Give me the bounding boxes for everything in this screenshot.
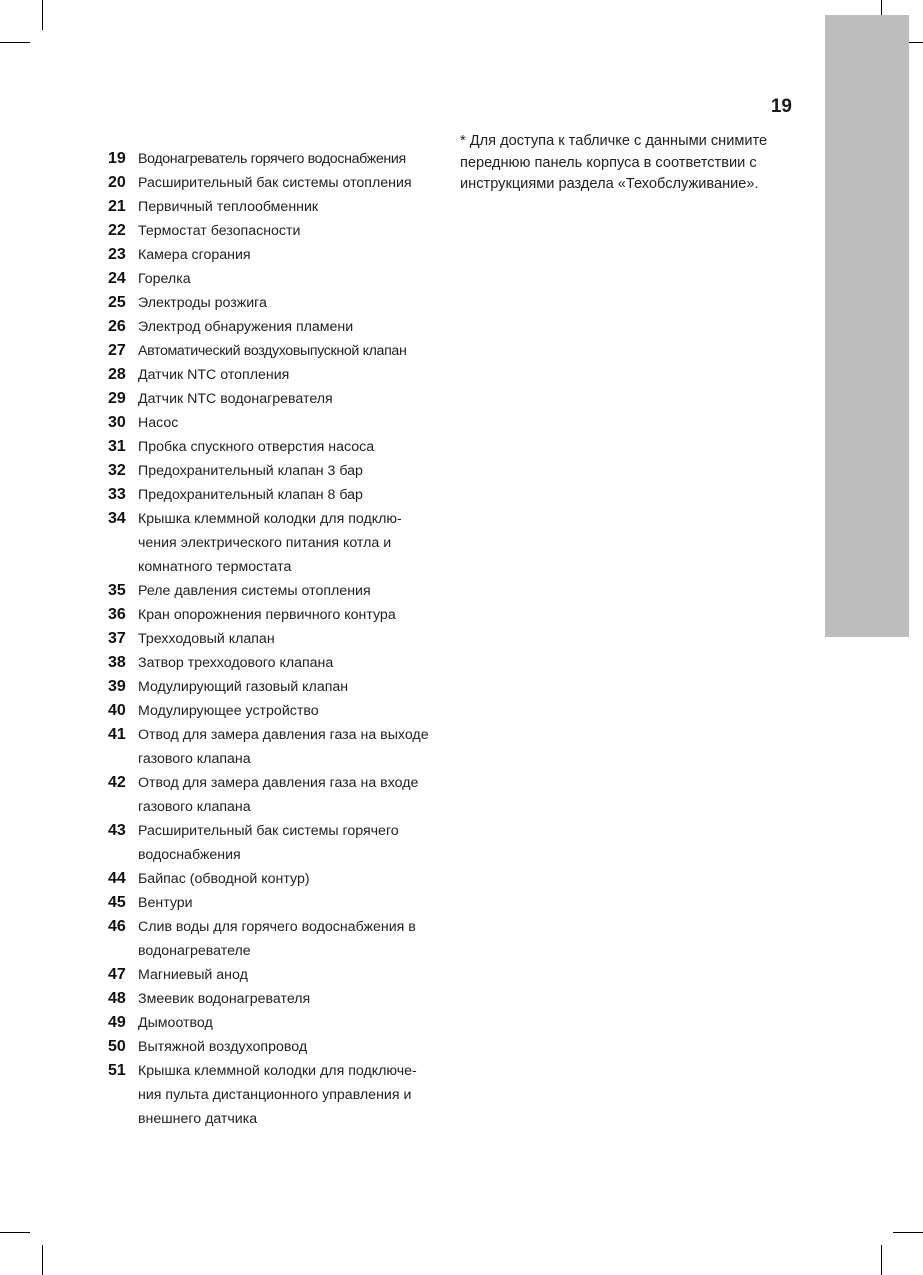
legend-text (138, 195, 318, 219)
footnote (460, 131, 792, 196)
legend-text-line: Насос (138, 415, 179, 431)
legend-number: 36 (108, 606, 126, 623)
legend-text-line: Отвод для замера давления газа на выходе (138, 727, 429, 743)
legend-number: 43 (108, 822, 126, 839)
legend-item (108, 1011, 448, 1035)
legend-text (138, 435, 374, 459)
legend-number: 30 (108, 414, 126, 431)
legend-number: 32 (108, 462, 126, 479)
legend-text (138, 987, 310, 1011)
legend-text-line: Крышка клеммной колодки для подклю- (138, 511, 402, 527)
legend-number: 24 (108, 270, 126, 287)
legend-text-line: Термостат безопасности (138, 223, 301, 239)
legend-text (138, 891, 193, 915)
legend-text-line: Пробка спускного отверстия насоса (138, 439, 375, 455)
legend-text (138, 147, 406, 171)
legend-item (108, 603, 448, 627)
legend-item (108, 171, 448, 195)
legend-text-line: Вытяжной воздухопровод (138, 1039, 308, 1055)
legend-number: 49 (108, 1014, 126, 1031)
footnote-line: инструкциями раздела «Техобслуживание». (460, 176, 759, 192)
legend-text-line: внешнего датчика (138, 1111, 258, 1127)
crop-mark (0, 1232, 30, 1233)
legend-number: 39 (108, 678, 126, 695)
legend-text-line: Электрод обнаружения пламени (138, 319, 354, 335)
legend-number: 28 (108, 366, 126, 383)
legend-item (108, 819, 448, 867)
legend-item (108, 507, 448, 579)
legend-text-line: Слив воды для горячего водоснабжения в (138, 919, 416, 935)
legend-text-line: Отвод для замера давления газа на входе (138, 775, 419, 791)
legend-text-line: Затвор трехходового клапана (138, 655, 334, 671)
legend-text-line: Датчик NTC отопления (138, 367, 290, 383)
legend-item (108, 867, 448, 891)
legend-text-line: Крышка клеммной колодки для подключе- (138, 1063, 417, 1079)
legend-number: 25 (108, 294, 126, 311)
legend-item (108, 243, 448, 267)
legend-number: 29 (108, 390, 126, 407)
legend-text (138, 1011, 213, 1035)
section-side-tab (825, 15, 909, 637)
legend-text-line: Байпас (обводной контур) (138, 871, 310, 887)
legend-text (138, 651, 333, 675)
legend-text (138, 699, 319, 723)
legend-text (138, 411, 178, 435)
legend-item (108, 651, 448, 675)
legend-text (138, 483, 363, 507)
legend-item (108, 579, 448, 603)
legend-number: 41 (108, 726, 126, 743)
legend-text (138, 627, 275, 651)
legend-text-line: газового клапана (138, 799, 251, 815)
legend-text (138, 579, 371, 603)
legend-text-line: Расширительный бак системы горячего (138, 823, 399, 839)
legend-text (138, 603, 396, 627)
legend-item (108, 195, 448, 219)
legend-text-line: Водонагреватель горячего водоснабжения (138, 151, 406, 167)
legend-text (138, 291, 267, 315)
legend-text-line: Магниевый анод (138, 967, 248, 983)
legend-number: 38 (108, 654, 126, 671)
legend-number: 40 (108, 702, 126, 719)
legend-number: 31 (108, 438, 126, 455)
legend-text-line: Предохранительный клапан 8 бар (138, 487, 363, 503)
legend-item (108, 315, 448, 339)
legend-text (138, 819, 399, 867)
legend-item (108, 483, 448, 507)
legend-item (108, 987, 448, 1011)
legend-text-line: Автоматический воздуховыпускной клапан (138, 343, 407, 359)
legend-text-line: Расширительный бак системы отопления (138, 175, 412, 191)
legend-number: 51 (108, 1062, 126, 1079)
legend-text (138, 339, 406, 363)
legend-text-line: Змеевик водонагревателя (138, 991, 311, 1007)
legend-item (108, 891, 448, 915)
legend-item (108, 339, 448, 363)
legend-number: 37 (108, 630, 126, 647)
legend-text-line: чения электрического питания котла и (138, 535, 392, 551)
legend-text-line: Датчик NTC водонагревателя (138, 391, 333, 407)
legend-number: 47 (108, 966, 126, 983)
legend-number: 20 (108, 174, 126, 191)
legend-text-line: Модулирующее устройство (138, 703, 319, 719)
legend-text (138, 315, 353, 339)
legend-text-line: Реле давления системы отопления (138, 583, 371, 599)
legend-item (108, 771, 448, 819)
footnote-line: * Для доступа к табличке с данными снимите (460, 133, 768, 149)
legend-number: 22 (108, 222, 126, 239)
legend-text (138, 219, 300, 243)
crop-mark (42, 0, 43, 30)
legend-number: 35 (108, 582, 126, 599)
legend-text (138, 267, 191, 291)
legend-item (108, 1059, 448, 1131)
legend-number: 33 (108, 486, 126, 503)
legend-item (108, 963, 448, 987)
legend-number: 44 (108, 870, 126, 887)
legend-text (138, 363, 289, 387)
legend-text (138, 723, 429, 771)
legend-number: 50 (108, 1038, 126, 1055)
legend-text (138, 507, 402, 579)
legend-text (138, 387, 333, 411)
legend-text (138, 963, 248, 987)
legend-item (108, 723, 448, 771)
legend-text (138, 867, 310, 891)
legend-item (108, 915, 448, 963)
crop-mark (881, 1245, 882, 1275)
legend-text-line: Электроды розжига (138, 295, 267, 311)
legend-number: 46 (108, 918, 126, 935)
legend-text-line: ния пульта дистанционного управления и (138, 1087, 412, 1103)
legend-item (108, 291, 448, 315)
legend-text (138, 915, 416, 963)
legend-number: 34 (108, 510, 126, 527)
legend-text (138, 771, 418, 819)
legend-text-line: Камера сгорания (138, 247, 251, 263)
legend-item (108, 675, 448, 699)
legend-number: 45 (108, 894, 126, 911)
legend-item (108, 267, 448, 291)
legend-text (138, 171, 412, 195)
footnote-line: переднюю панель корпуса в соответствии с (460, 154, 757, 171)
crop-mark (893, 1232, 923, 1233)
legend-item (108, 147, 448, 171)
legend-text (138, 675, 348, 699)
legend-number: 27 (108, 342, 126, 359)
component-legend (108, 147, 448, 1131)
legend-item (108, 219, 448, 243)
legend-item (108, 1035, 448, 1059)
legend-text (138, 459, 363, 483)
legend-text-line: Кран опорожнения первичного контура (138, 607, 396, 623)
legend-text-line: комнатного термостата (138, 559, 292, 575)
legend-text-line: Дымоотвод (138, 1015, 213, 1031)
legend-text-line: водоснабжения (138, 847, 241, 863)
crop-mark (0, 42, 30, 43)
legend-text-line: Модулирующий газовый клапан (138, 679, 349, 695)
legend-item (108, 627, 448, 651)
legend-text (138, 1035, 307, 1059)
legend-number: 48 (108, 990, 126, 1007)
legend-text-line: Горелка (138, 271, 191, 287)
legend-number: 21 (108, 198, 126, 215)
legend-item (108, 459, 448, 483)
legend-number: 26 (108, 318, 126, 335)
legend-item (108, 435, 448, 459)
legend-number: 23 (108, 246, 126, 263)
legend-number: 42 (108, 774, 126, 791)
legend-text-line: Первичный теплообменник (138, 199, 319, 215)
legend-item (108, 387, 448, 411)
legend-item (108, 411, 448, 435)
legend-text-line: Трехходовый клапан (138, 631, 275, 647)
crop-mark (42, 1245, 43, 1275)
legend-item (108, 363, 448, 387)
legend-number: 19 (108, 150, 126, 167)
legend-text-line: Вентури (138, 895, 193, 911)
legend-text (138, 1059, 417, 1131)
page-number: 19 (770, 96, 792, 117)
legend-text-line: газового клапана (138, 751, 251, 767)
legend-text (138, 243, 251, 267)
legend-text-line: Предохранительный клапан 3 бар (138, 463, 363, 479)
legend-item (108, 699, 448, 723)
legend-text-line: водонагревателе (138, 943, 251, 959)
